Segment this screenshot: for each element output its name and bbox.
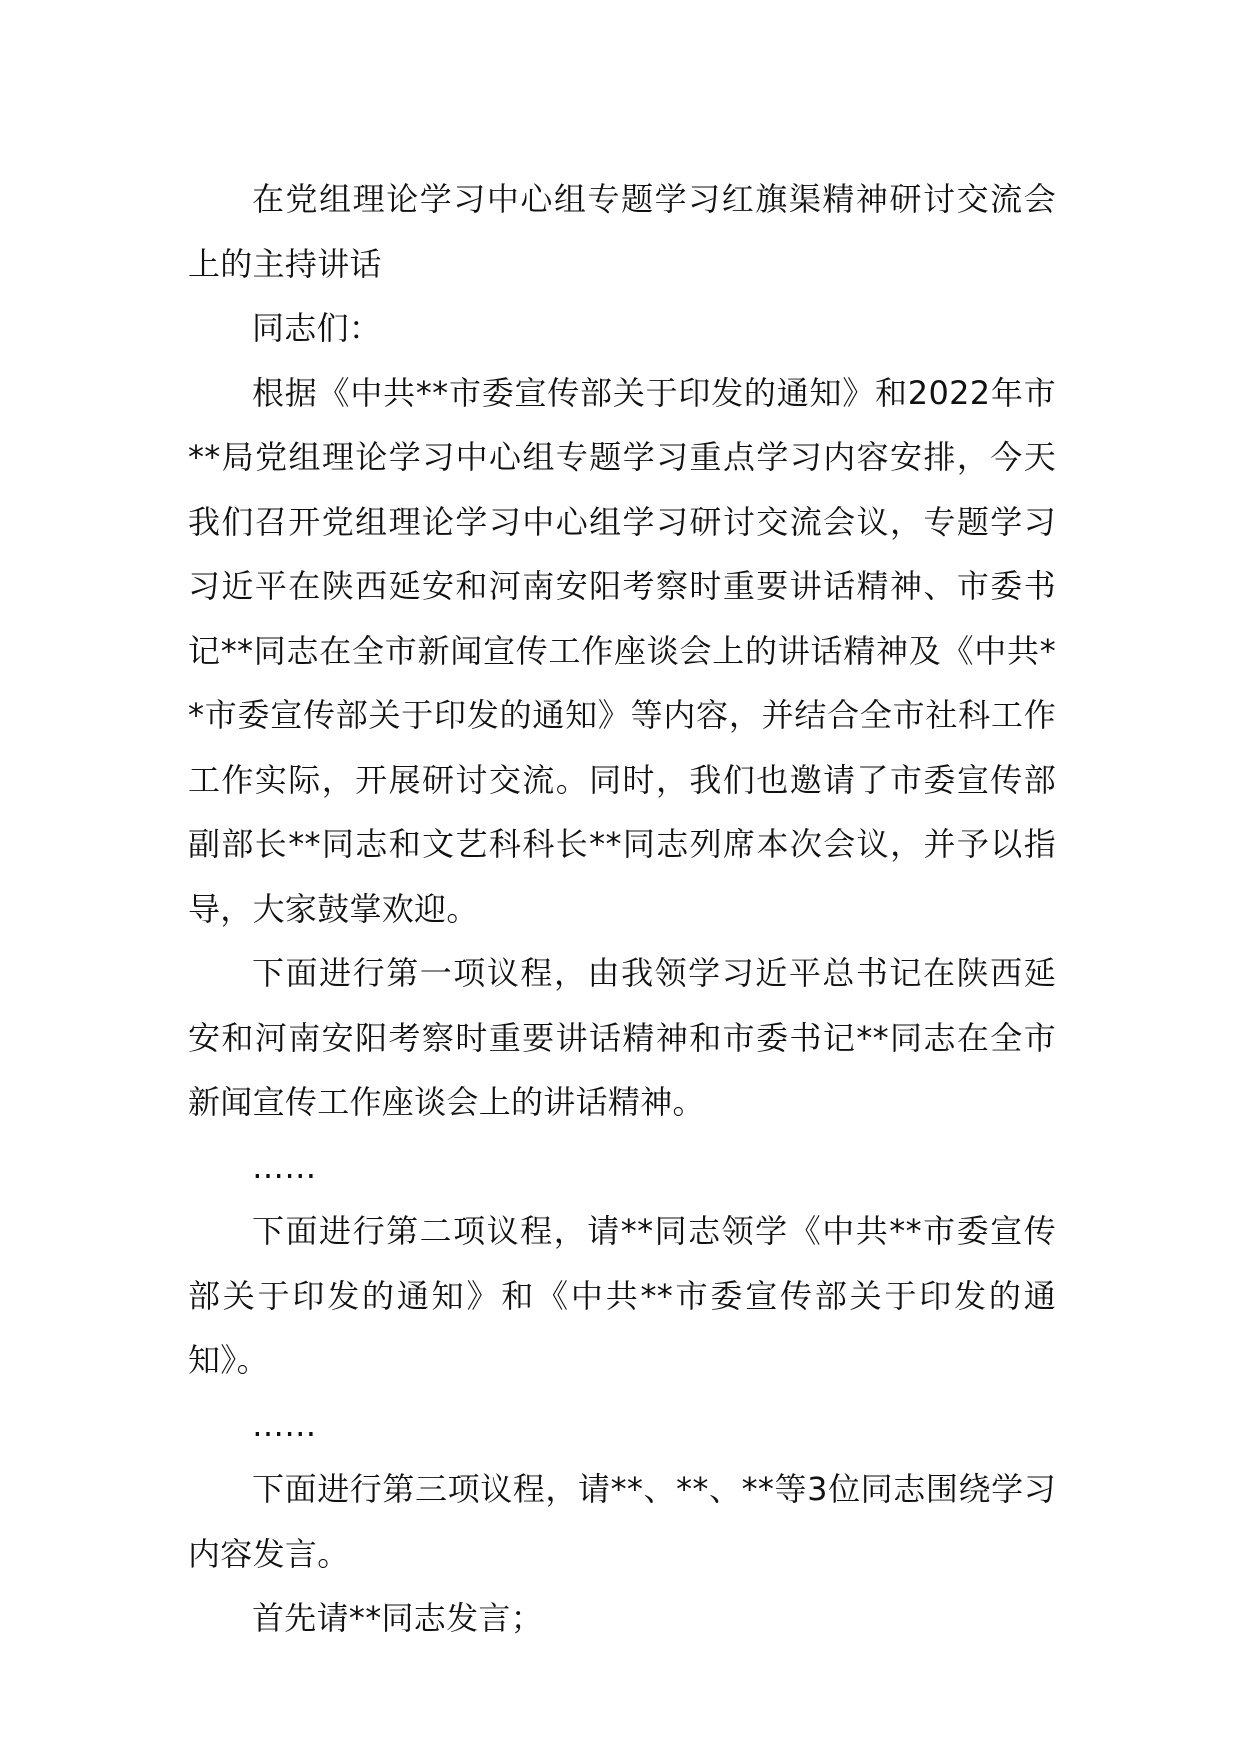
paragraph-agenda-3: 下面进行第三项议程，请**、**、**等3位同志围绕学习内容发言。 <box>188 1470 1056 1573</box>
ellipsis-2: …… <box>252 1405 317 1444</box>
paragraph-agenda-2: 下面进行第二项议程，请**同志领学《中共**市委宣传部关于印发的通知》和《中共**市委宣传部关于印发的通知》。 <box>188 1212 1056 1379</box>
paragraph-first-speaker: 首先请**同志发言； <box>252 1599 544 1637</box>
document-body <box>188 167 1056 1651</box>
ellipsis-1: …… <box>252 1147 317 1186</box>
paragraph-agenda-1: 下面进行第一项议程，由我领学习近平总书记在陕西延安和河南安阳考察时重要讲话精神和市委书记**同志在全市新闻宣传工作座谈会上的讲话精神。 <box>188 954 1056 1121</box>
paragraph-intro: 根据《中共**市委宣传部关于印发的通知》和2022年市**局党组理论学习中心组专题学习重点学习内容安排，今天我们召开党组理论学习中心组学习研讨交流会议，专题学习习近平在陕西延安和河南安阳考察时重要讲话精神、市委书记**同志在全市新闻宣传工作座谈会上的讲话精神及《中共**市委宣传部关于印发的通知》等内容，并结合全市社科工作工作实际，开展研讨交流。同时，我们也邀请了市委宣传部副部长**同志和文艺科科长**同志列席本次会议，并予以指导，大家鼓掌欢迎。 <box>188 373 1056 928</box>
document-title: 在党组理论学习中心组专题学习红旗渠精神研讨交流会上的主持讲话 <box>188 180 1056 283</box>
greeting: 同志们： <box>252 309 382 347</box>
